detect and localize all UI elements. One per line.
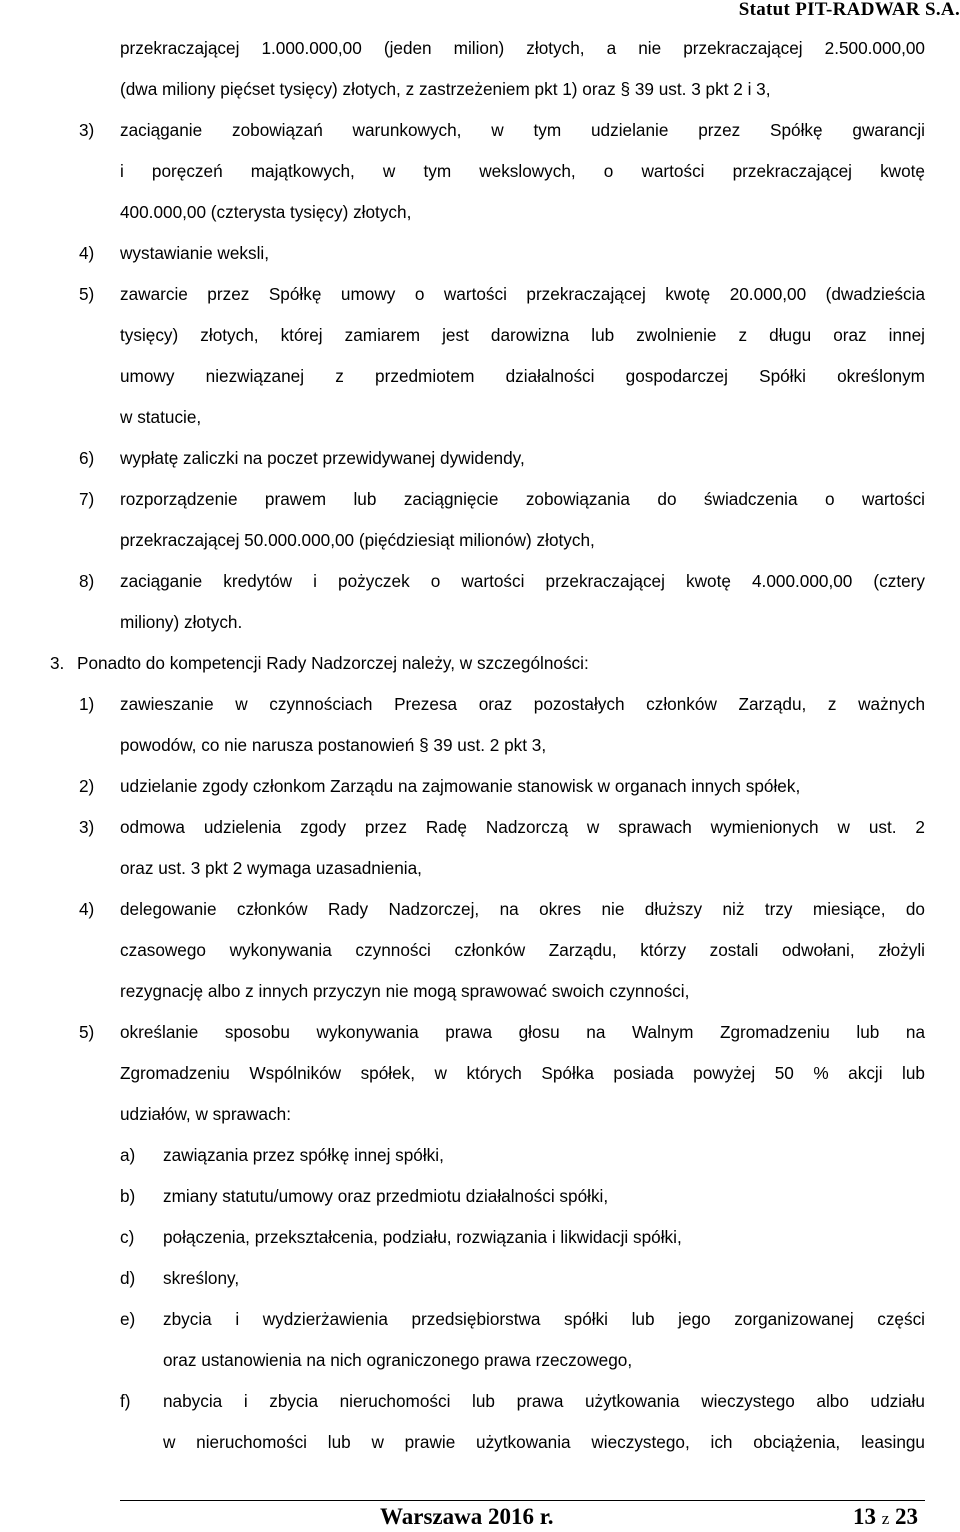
sub-item-letter: a) <box>120 1145 136 1165</box>
list-item-8 <box>0 561 925 643</box>
text-line: zaciąganie kredytów i pożyczek o wartości przekraczającej kwotę 4.000.000,00 (cztery <box>120 571 925 591</box>
sub-item-letter: b) <box>120 1186 136 1206</box>
list-number: 6) <box>79 448 95 468</box>
total-pages: 23 <box>895 1504 919 1529</box>
list-item-1 <box>0 684 925 766</box>
text-line: rozporządzenie prawem lub zaciągnięcie zobowiązania do świadczenia o wartości <box>120 489 925 509</box>
list-number: 7) <box>79 489 95 509</box>
current-page: 13 <box>853 1504 876 1529</box>
list-number: 5) <box>79 1022 95 1042</box>
text-line: oraz ust. 3 pkt 2 wymaga uzasadnienia, <box>120 858 422 878</box>
footer-place-date: Warszawa 2016 r. <box>380 1504 554 1529</box>
text-line: 400.000,00 (czterysta tysięcy) złotych, <box>120 202 412 222</box>
page-number <box>853 1504 918 1532</box>
text-line: udzielanie zgody członkom Zarządu na zajmowanie stanowisk w organach innych spółek, <box>120 776 801 796</box>
text-line: rezygnację albo z innych przyczyn nie mogą sprawować swoich czynności, <box>120 981 690 1001</box>
text-line: udziałów, w sprawach: <box>120 1104 292 1124</box>
sub-item-b <box>0 1176 925 1217</box>
text-line: w statucie, <box>120 407 202 427</box>
list-item-3 <box>0 807 925 889</box>
sub-item-d <box>0 1258 925 1299</box>
list-item-6 <box>0 438 925 479</box>
text-line: zawarcie przez Spółkę umowy o wartości przekraczającej kwotę 20.000,00 (dwadzieścia <box>120 284 925 304</box>
text-line: nabycia i zbycia nieruchomości lub prawa użytkowania wieczystego albo udziału <box>163 1391 925 1411</box>
text-line: skreślony, <box>163 1268 240 1288</box>
list-item-7 <box>0 479 925 561</box>
list-item-5 <box>0 274 925 438</box>
sub-item-letter: f) <box>120 1391 131 1411</box>
text-line: umowy niezwiązanej z przedmiotem działalności gospodarczej Spółki określonym <box>120 366 925 386</box>
text-line: przekraczającej 1.000.000,00 (jeden milion) złotych, a nie przekraczającej 2.500.000,00 <box>120 38 925 58</box>
list-number: 8) <box>79 571 95 591</box>
section-3-heading <box>0 643 925 684</box>
text-line: zawiązania przez spółkę innej spółki, <box>163 1145 444 1165</box>
text-line: połączenia, przekształcenia, podziału, rozwiązania i likwidacji spółki, <box>163 1227 682 1247</box>
section-number: 3. <box>50 653 65 673</box>
list-number: 5) <box>79 284 95 304</box>
page-footer <box>0 1504 960 1530</box>
text-line: wypłatę zaliczki na poczet przewidywanej dywidendy, <box>120 448 525 468</box>
text-line: (dwa miliony pięćset tysięcy) złotych, z zastrzeżeniem pkt 1) oraz § 39 ust. 3 pkt 2 i 3, <box>120 79 771 99</box>
list-number: 2) <box>79 776 95 796</box>
text-line: czasowego wykonywania czynności członków Zarządu, którzy zostali odwołani, złożyli <box>120 940 925 960</box>
sub-item-c <box>0 1217 925 1258</box>
list-section-3 <box>0 684 960 1135</box>
text-line: wystawianie weksli, <box>120 243 270 263</box>
text-line: i poręczeń majątkowych, w tym wekslowych, o wartości przekraczającej kwotę <box>120 161 925 181</box>
continuation-paragraph <box>0 28 925 110</box>
text-line: odmowa udzielenia zgody przez Radę Nadzorczą w sprawach wymienionych w ust. 2 <box>120 817 925 837</box>
text-line: miliony) złotych. <box>120 612 243 632</box>
list-number: 3) <box>79 817 95 837</box>
sub-item-letter: d) <box>120 1268 136 1288</box>
list-section-2 <box>0 110 960 643</box>
section-text: Ponadto do kompetencji Rady Nadzorczej należy, w szczególności: <box>77 653 589 673</box>
text-line: tysięcy) złotych, której zamiarem jest darowizna lub zwolnienie z długu oraz innej <box>120 325 925 345</box>
text-line: oraz ustanowienia na nich ograniczonego prawa rzeczowego, <box>163 1350 633 1370</box>
list-number: 3) <box>79 120 95 140</box>
document-body <box>0 28 960 1463</box>
sub-item-e <box>0 1299 925 1381</box>
sub-item-a <box>0 1135 925 1176</box>
text-line: zawieszanie w czynnościach Prezesa oraz pozostałych członków Zarządu, z ważnych <box>120 694 925 714</box>
document-header-title: Statut PIT-RADWAR S.A. <box>738 0 960 20</box>
sub-item-f <box>0 1381 925 1463</box>
list-item-4 <box>0 889 925 1012</box>
list-item-3 <box>0 110 925 233</box>
list-item-5 <box>0 1012 925 1135</box>
text-line: delegowanie członków Rady Nadzorczej, na okres nie dłuższy niż trzy miesiące, do <box>120 899 925 919</box>
text-line: zaciąganie zobowiązań warunkowych, w tym udzielanie przez Spółkę gwarancji <box>120 120 925 140</box>
list-number: 4) <box>79 899 95 919</box>
text-line: zbycia i wydzierżawienia przedsiębiorstwa spółki lub jego zorganizowanej części <box>163 1309 925 1329</box>
sub-item-letter: c) <box>120 1227 135 1247</box>
text-line: zmiany statutu/umowy oraz przedmiotu działalności spółki, <box>163 1186 609 1206</box>
sub-item-letter: e) <box>120 1309 136 1329</box>
text-line: określanie sposobu wykonywania prawa głosu na Walnym Zgromadzeniu lub na <box>120 1022 925 1042</box>
text-line: przekraczającej 50.000.000,00 (pięćdziesiąt milionów) złotych, <box>120 530 595 550</box>
list-item-2 <box>0 766 925 807</box>
list-item-4 <box>0 233 925 274</box>
text-line: w nieruchomości lub w prawie użytkowania wieczystego, ich obciążenia, leasingu <box>163 1432 925 1452</box>
footer-divider <box>120 1500 925 1501</box>
text-line: Zgromadzeniu Wspólników spółek, w których Spółka posiada powyżej 50 % akcji lub <box>120 1063 925 1083</box>
page-of-label: z <box>881 1509 890 1528</box>
sub-list-letters <box>0 1135 960 1463</box>
list-number: 1) <box>79 694 95 714</box>
text-line: powodów, co nie narusza postanowień § 39 ust. 2 pkt 3, <box>120 735 547 755</box>
list-number: 4) <box>79 243 95 263</box>
